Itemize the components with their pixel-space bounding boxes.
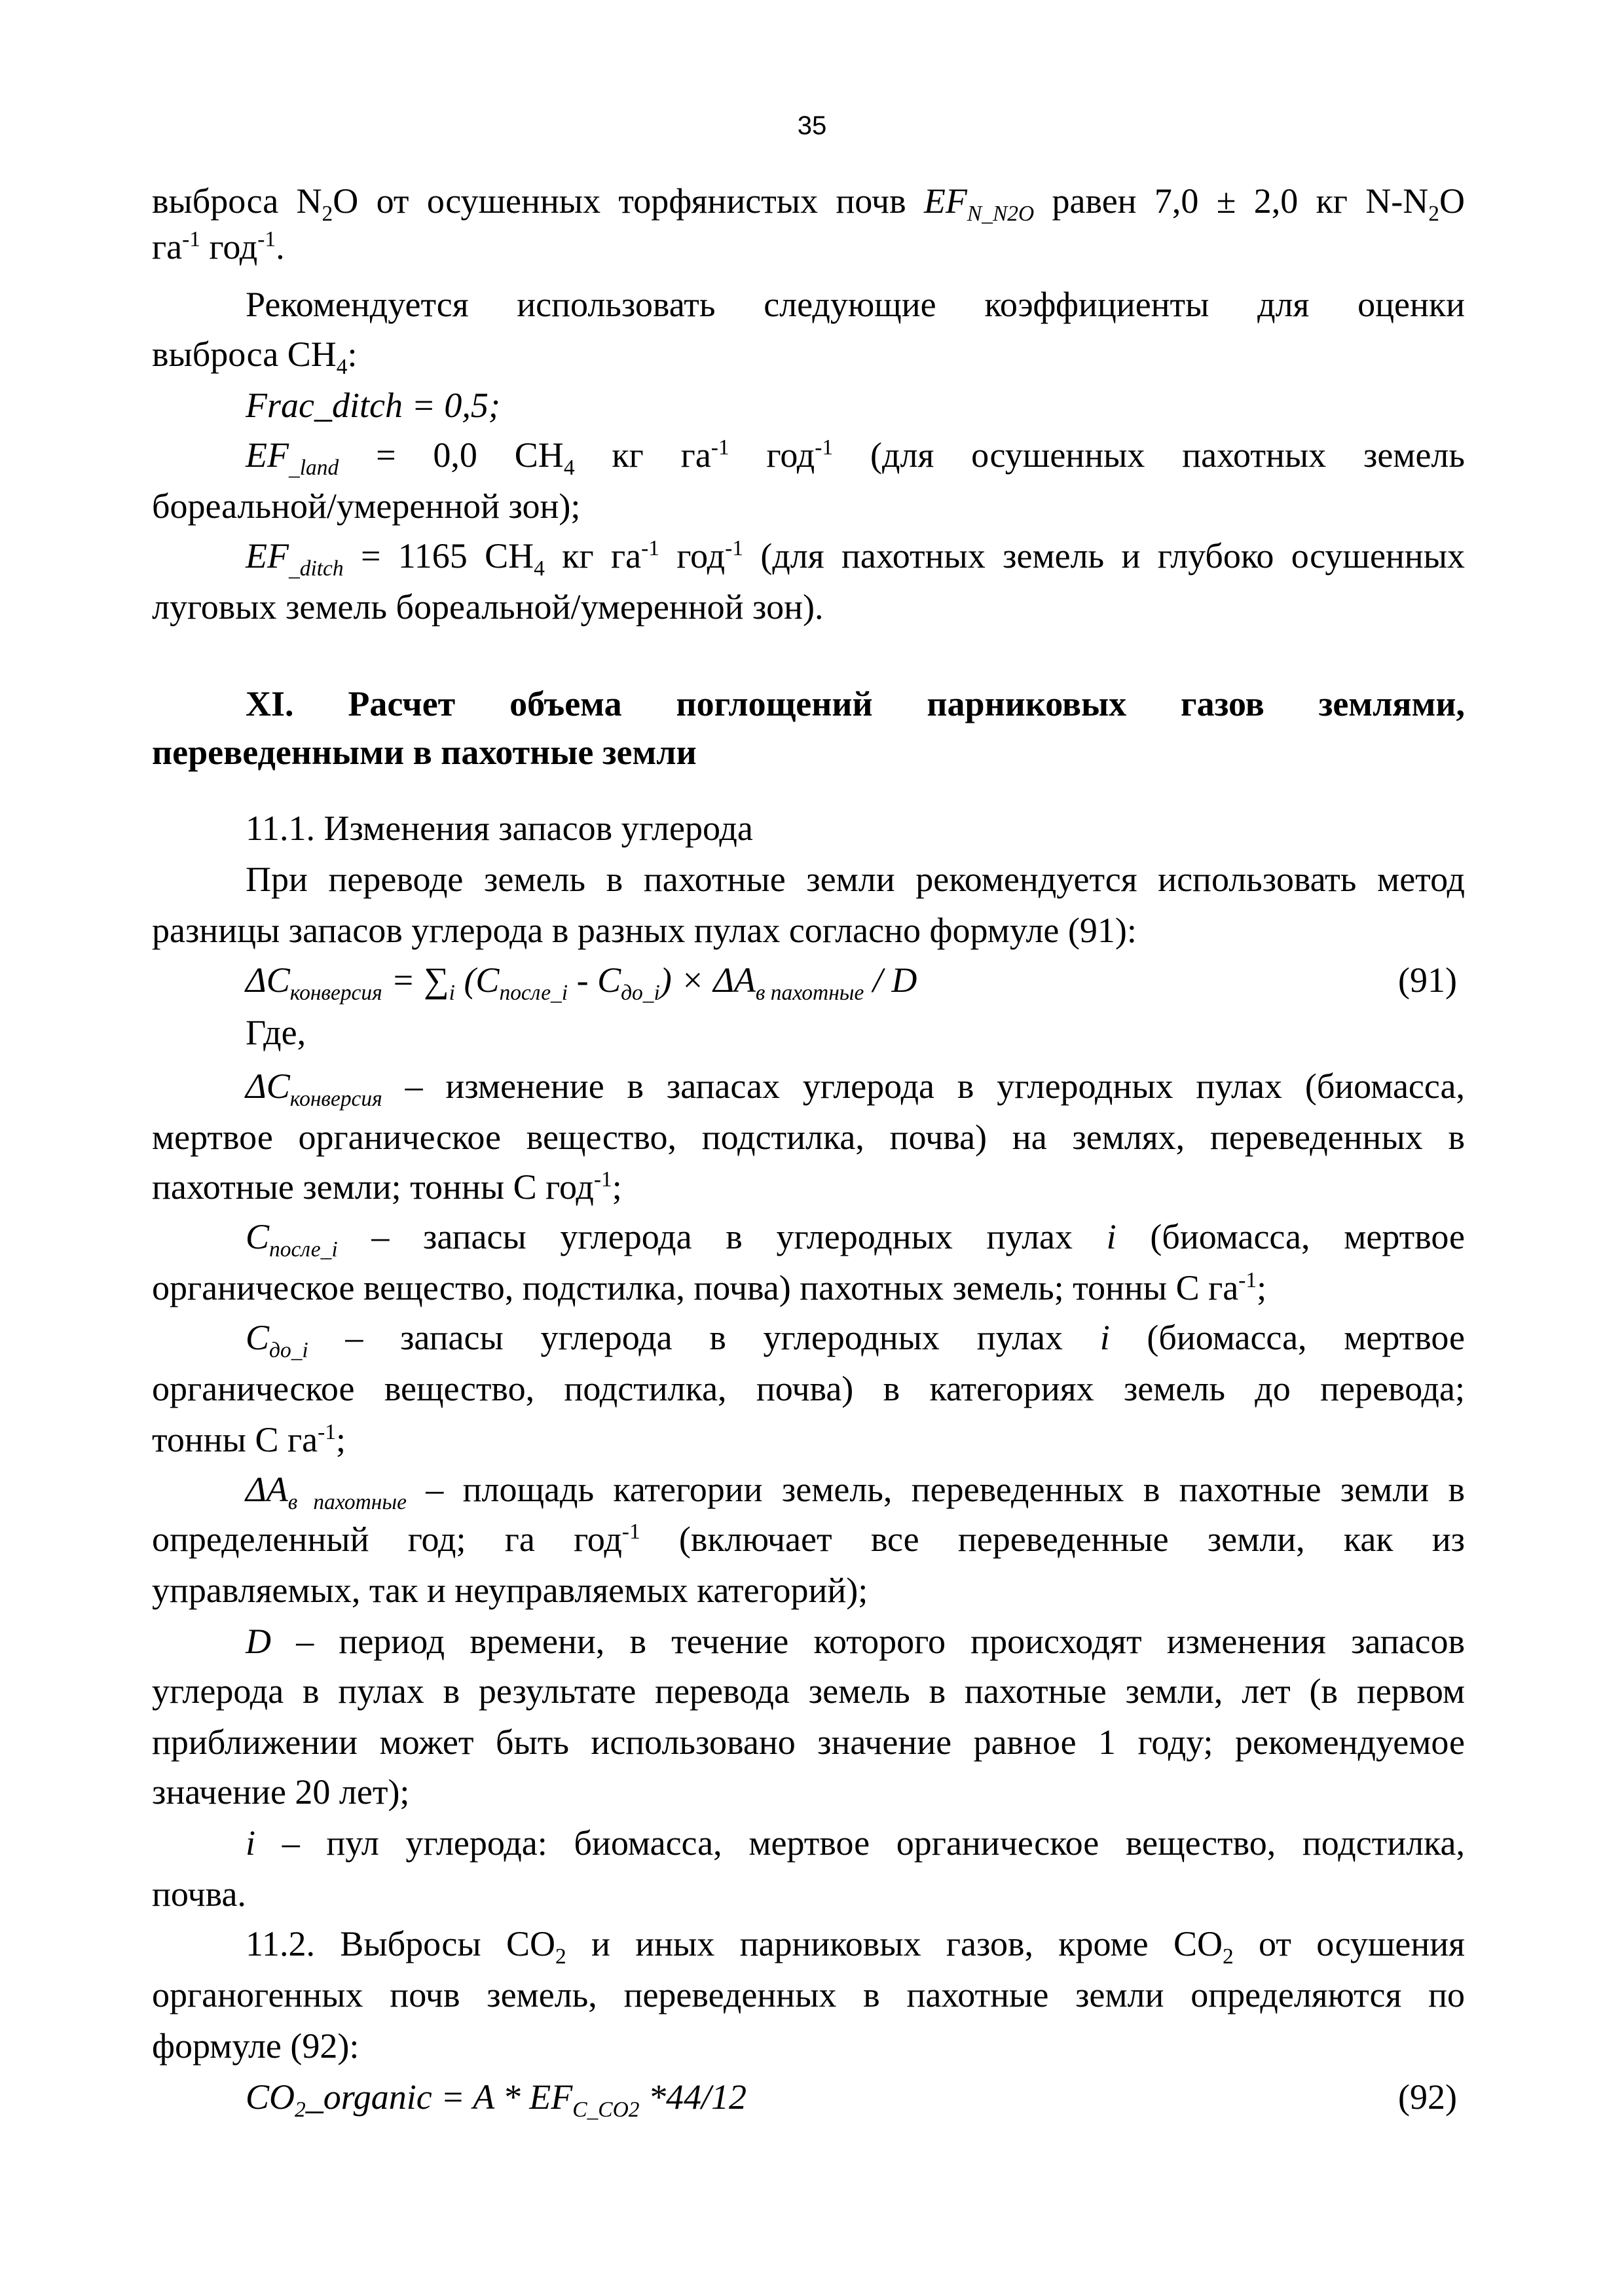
text-line: органогенных почв земель, переведенных в пахотные земли определяются по	[152, 1975, 1465, 2014]
superscript: -1	[593, 1167, 612, 1192]
text-line	[152, 1169, 622, 1205]
subscript: конверсия	[289, 980, 382, 1005]
subscript: C_CO2	[572, 2097, 640, 2122]
text-line	[152, 1422, 346, 1457]
superscript: -1	[1238, 1268, 1257, 1292]
subscript: после_i	[499, 980, 568, 1005]
text: и иных парниковых газов, кроме CO	[566, 1924, 1223, 1963]
text-line: Рекомендуется использовать следующие коэффициенты для оценки	[246, 285, 1465, 324]
equation-number-91: (91)	[1398, 960, 1457, 1000]
text: (биомасса, мертвое	[1109, 1318, 1465, 1357]
text-line: При переводе земель в пахотные земли рекомендуется использовать метод	[246, 860, 1465, 899]
section-heading-line2: переведенными в пахотные земли	[152, 733, 697, 772]
text: – период времени, в течение которого происходят изменения запасов	[271, 1622, 1465, 1661]
where-label: Где,	[246, 1013, 306, 1052]
subscript: 4	[534, 556, 545, 581]
text: га	[152, 227, 183, 266]
text-line: бореальной/умеренной зон);	[152, 486, 581, 526]
subscript: в пахотные	[287, 1489, 407, 1514]
definition-d	[246, 1624, 1465, 1659]
superscript: -1	[815, 435, 834, 460]
text: *44/12	[639, 2077, 747, 2117]
subscript: 2	[555, 1944, 566, 1969]
text: - C	[568, 960, 621, 1000]
definition-c-do	[246, 1318, 1465, 1362]
text-line	[152, 229, 285, 264]
symbol: EF	[923, 181, 967, 221]
subsection-11-2	[246, 1924, 1466, 1969]
text: = 1165 CH	[343, 536, 534, 575]
subscript: 4	[563, 455, 575, 480]
superscript: -1	[257, 227, 276, 251]
text-line	[152, 1522, 1465, 1557]
symbol: ΔA	[246, 1470, 288, 1509]
text: выброса N	[152, 181, 322, 221]
superscript: -1	[621, 1520, 640, 1544]
equation-number-92: (92)	[1398, 2077, 1457, 2117]
symbol: ΔC	[246, 1066, 290, 1106]
text: :	[347, 335, 358, 374]
text-line: управляемых, так и неуправляемых категорий);	[152, 1571, 868, 1610]
text: – пул углерода: биомасса, мертвое органическое вещество, подстилка,	[255, 1823, 1465, 1863]
text: ;	[612, 1167, 622, 1207]
text: CO	[246, 2077, 295, 2117]
definition-delta-a	[246, 1470, 1465, 1514]
text: _organic = A * EF	[305, 2077, 573, 2117]
formula-91	[246, 960, 917, 1005]
text: = ∑	[382, 960, 449, 1000]
text: тонны С га	[152, 1420, 318, 1459]
text: год	[729, 435, 815, 475]
text-line: почва.	[152, 1874, 246, 1914]
subscript: _ditch	[288, 556, 344, 581]
text-line: луговых земель бореальной/умеренной зон).	[152, 587, 824, 627]
symbol: i	[1106, 1217, 1116, 1256]
page-number: 35	[797, 111, 827, 140]
text: органическое вещество, подстилка, почва) пахотных земель; тонны С га	[152, 1268, 1239, 1307]
text: пахотные земли; тонны С год	[152, 1167, 594, 1207]
symbol: EF	[246, 536, 289, 575]
text-line	[152, 335, 358, 379]
text: ) × ΔA	[659, 960, 756, 1000]
definition-c-posle	[246, 1217, 1465, 1262]
superscript: -1	[318, 1420, 336, 1444]
text: O	[1439, 181, 1466, 221]
text: 11.2. Выбросы CO	[246, 1924, 555, 1963]
text-line: формуле (92):	[152, 2026, 360, 2066]
text: / D	[864, 960, 917, 1000]
ef-land-line	[246, 435, 1466, 480]
superscript: -1	[182, 227, 201, 251]
symbol: C	[246, 1318, 270, 1357]
subscript: 2	[322, 201, 333, 226]
text: – площадь категории земель, переведенных в пахотные земли в	[406, 1470, 1465, 1509]
text: равен 7,0 ± 2,0 кг N-N	[1034, 181, 1429, 221]
text-line: приближении может быть использовано значение равное 1 году; рекомендуемое	[152, 1722, 1465, 1762]
text: выброса CH	[152, 335, 337, 374]
definition-i	[246, 1825, 1465, 1861]
subscript: конверсия	[289, 1086, 382, 1111]
subscript: после_i	[269, 1237, 338, 1262]
subscript: 4	[336, 354, 348, 379]
text-line	[152, 181, 1466, 226]
frac-ditch-line: Frac_ditch = 0,5;	[246, 386, 500, 425]
formula-92	[246, 2077, 747, 2122]
text: – изменение в запасах углерода в углеродных пулах (биомасса,	[382, 1066, 1465, 1106]
text: (C	[454, 960, 500, 1000]
superscript: -1	[725, 536, 743, 560]
symbol: D	[246, 1622, 271, 1661]
symbol: ΔC	[246, 960, 290, 1000]
subscript: i	[449, 980, 455, 1005]
subscript: _land	[288, 455, 339, 480]
text: (биомасса, мертвое	[1116, 1217, 1465, 1256]
text-line: разницы запасов углерода в разных пулах согласно формуле (91):	[152, 911, 1137, 950]
subscript: в пахотные	[755, 980, 864, 1005]
text-line: значение 20 лет);	[152, 1772, 410, 1812]
text-line: органическое вещество, подстилка, почва) в категориях земель до перевода;	[152, 1369, 1465, 1408]
text: (для осушенных пахотных земель	[833, 435, 1466, 475]
subscript: 2	[295, 2097, 306, 2122]
text-line: мертвое органическое вещество, подстилка, почва) на землях, переведенных в	[152, 1118, 1465, 1157]
symbol: i	[1099, 1318, 1110, 1357]
subsection-title: 11.1. Изменения запасов углерода	[246, 809, 753, 848]
subscript: до_i	[621, 980, 660, 1005]
text: ;	[1257, 1268, 1267, 1307]
symbol: C	[246, 1217, 270, 1256]
text: от осушения	[1233, 1924, 1466, 1963]
text: – запасы углерода в углеродных пулах	[337, 1217, 1107, 1256]
text: = 0,0 CH	[339, 435, 564, 475]
symbol: EF	[246, 435, 289, 475]
subscript: 2	[1222, 1944, 1234, 1969]
text: определенный год; га год	[152, 1520, 622, 1559]
text: (включает все переведенные земли, как из	[640, 1520, 1465, 1559]
text: год	[200, 227, 258, 266]
text: ;	[336, 1420, 346, 1459]
text: – запасы углерода в углеродных пулах	[308, 1318, 1100, 1357]
text: .	[276, 227, 285, 266]
text: (для пахотных земель и глубоко осушенных	[743, 536, 1465, 575]
definition-delta-c	[246, 1066, 1465, 1111]
text: год	[659, 536, 726, 575]
text-line	[152, 1270, 1266, 1305]
text: кг га	[574, 435, 711, 475]
subscript: 2	[1428, 201, 1440, 226]
text-line: углерода в пулах в результате перевода земель в пахотные земли, лет (в первом	[152, 1671, 1465, 1711]
superscript: -1	[641, 536, 660, 560]
text: O от осушенных торфянистых почв	[333, 181, 924, 221]
text: кг га	[544, 536, 642, 575]
superscript: -1	[710, 435, 729, 460]
subscript: N_N2O	[967, 201, 1035, 226]
ef-ditch-line	[246, 536, 1465, 581]
section-heading: XI. Расчет объема поглощений парниковых газов землями,	[246, 684, 1465, 723]
subscript: до_i	[269, 1338, 308, 1362]
symbol: i	[246, 1823, 256, 1863]
